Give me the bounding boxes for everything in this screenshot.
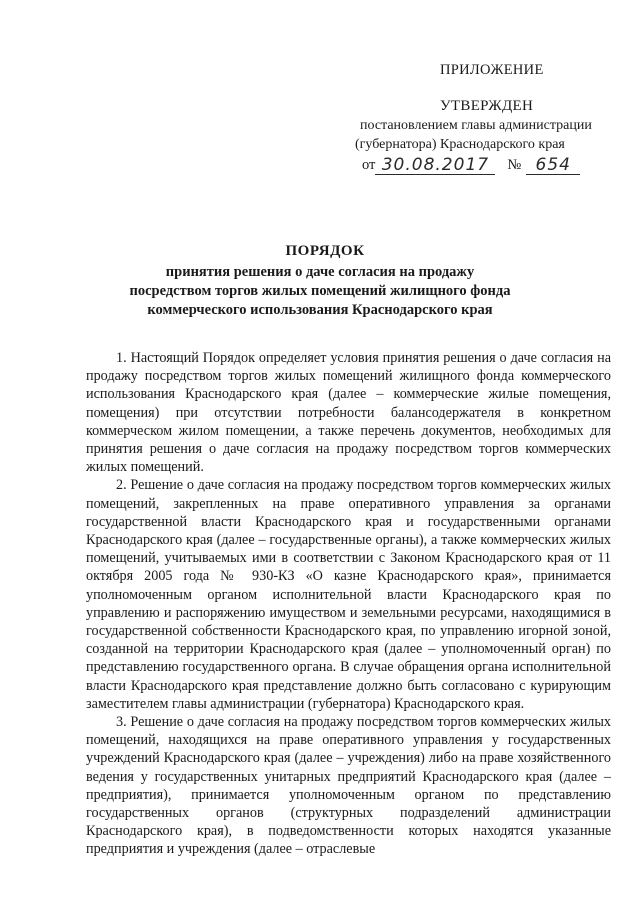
title-sub-line-3: коммерческого использования Краснодарского края bbox=[147, 302, 493, 318]
handwritten-number: 654 bbox=[526, 156, 580, 175]
date-number-line bbox=[362, 155, 615, 175]
approval-stamp bbox=[355, 60, 615, 175]
approved-by-line-1: постановлением главы администрации bbox=[360, 118, 592, 133]
document-body bbox=[86, 349, 611, 859]
document-title bbox=[40, 243, 600, 320]
approved-by-line-2: (губернатора) Краснодарского края bbox=[355, 137, 565, 152]
date-prefix: от bbox=[362, 157, 376, 173]
title-sub-line-1: принятия решения о даче согласия на продажу bbox=[165, 264, 475, 280]
approved-label: УТВЕРЖДЕН bbox=[440, 98, 534, 114]
appendix-label: ПРИЛОЖЕНИЕ bbox=[440, 62, 544, 78]
title-main: ПОРЯДОК bbox=[285, 243, 365, 259]
number-sign: № bbox=[507, 157, 522, 173]
paragraph-2: 2. Решение о даче согласия на продажу посредством торгов коммерческих жилых помещений, закрепленных на праве оперативного управления за органами государственной власти Краснодарского края и государственными органами Краснодарского края (далее – государственные органы), а также коммерческих жилых помещений, учитываемых ими в соответствии с Законом Краснодарского края от 11 октября 2005 года № 930-КЗ «О казне Краснодарского края», принимается уполномоченным органом исполнительной власти Краснодарского края по управлению и распоряжению имуществом и земельными ресурсами, находящимися в государственной собственности Краснодарского края, по управлению игорной зоной, созданной на территории Краснодарского края (далее – уполномоченный орган) по представлению государственного органа. В случае обращения органа исполнительной власти Краснодарского края представление должно быть согласовано с курирующим заместителем главы администрации (губернатора) Краснодарского края. bbox=[86, 477, 611, 712]
handwritten-date: 30.08.2017 bbox=[375, 156, 495, 175]
paragraph-3: 3. Решение о даче согласия на продажу посредством торгов коммерческих жилых помещений, находящихся на праве оперативного управления у государственных учреждений Краснодарского края (далее – учреждения) либо на праве хозяйственного ведения у государственных унитарных предприятий Краснодарского края (далее – предприятия), принимается уполномоченным органом по представлению государственных органов (структурных подразделений администрации Краснодарского края), в подведомственности которых находятся указанные предприятия и учреждения (далее – отраслевые bbox=[86, 714, 611, 858]
title-sub-line-2: посредством торгов жилых помещений жилищного фонда bbox=[129, 283, 511, 299]
paragraph-1: 1. Настоящий Порядок определяет условия принятия решения о даче согласия на продажу посредством торгов жилых помещений жилищного фонда коммерческого использования Краснодарского края (далее – коммерческие жилые помещения, помещения) при отсутствии потребности балансодержателя в конкретном коммерческом жилом помещении, а также перечень документов, необходимых для принятия решения о даче согласия на продажу посредством торгов коммерческих жилых помещений. bbox=[86, 350, 611, 476]
